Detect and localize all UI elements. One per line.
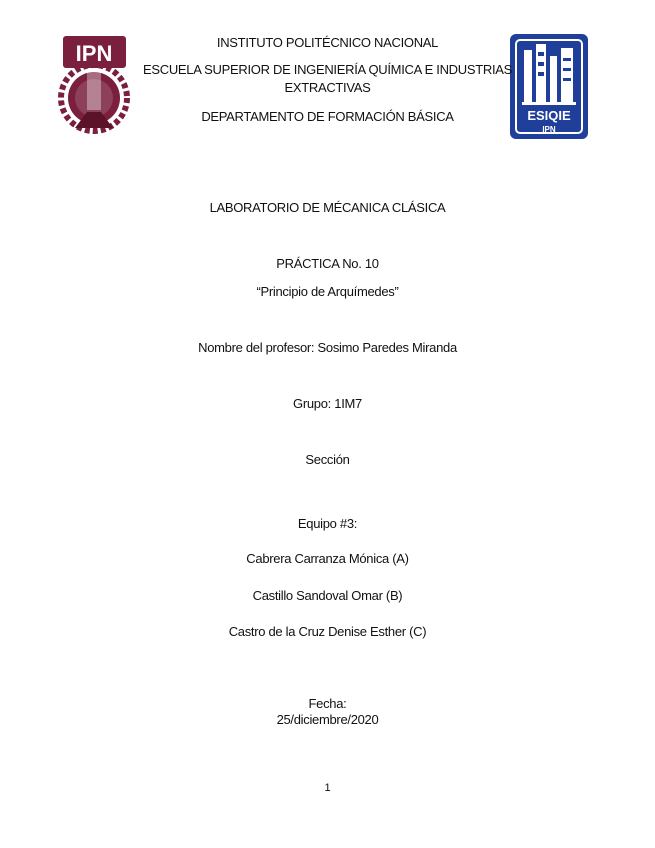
team-member: Castro de la Cruz Denise Esther (C) xyxy=(228,624,427,639)
esiqie-logo-subtext: IPN xyxy=(542,125,556,134)
section-label: Sección xyxy=(305,452,350,467)
institution-name: INSTITUTO POLITÉCNICO NACIONAL xyxy=(216,35,439,50)
department-name: DEPARTAMENTO DE FORMACIÓN BÁSICA xyxy=(201,109,454,124)
date-label: Fecha: xyxy=(308,696,347,711)
school-name-line2: EXTRACTIVAS xyxy=(284,80,371,95)
team-label: Equipo #3: xyxy=(297,516,358,531)
team-member: Cabrera Carranza Mónica (A) xyxy=(246,551,409,566)
esiqie-logo-text: ESIQIE xyxy=(527,108,571,123)
laboratory-title: LABORATORIO DE MÉCANICA CLÁSICA xyxy=(209,200,446,215)
professor-name: Nombre del profesor: Sosimo Paredes Miranda xyxy=(198,340,457,355)
date-value: 25/diciembre/2020 xyxy=(276,712,379,727)
page-number: 1 xyxy=(324,782,331,794)
ipn-logo-text: IPN xyxy=(75,41,113,66)
practice-title: “Principio de Arquímedes” xyxy=(256,284,399,299)
group-label: Grupo: 1IM7 xyxy=(293,396,362,411)
practice-number: PRÁCTICA No. 10 xyxy=(276,256,379,271)
school-name-line1: ESCUELA SUPERIOR DE INGENIERÍA QUÍMICA E INDUSTRIAS xyxy=(142,62,512,77)
team-member: Castillo Sandoval Omar (B) xyxy=(252,588,403,603)
